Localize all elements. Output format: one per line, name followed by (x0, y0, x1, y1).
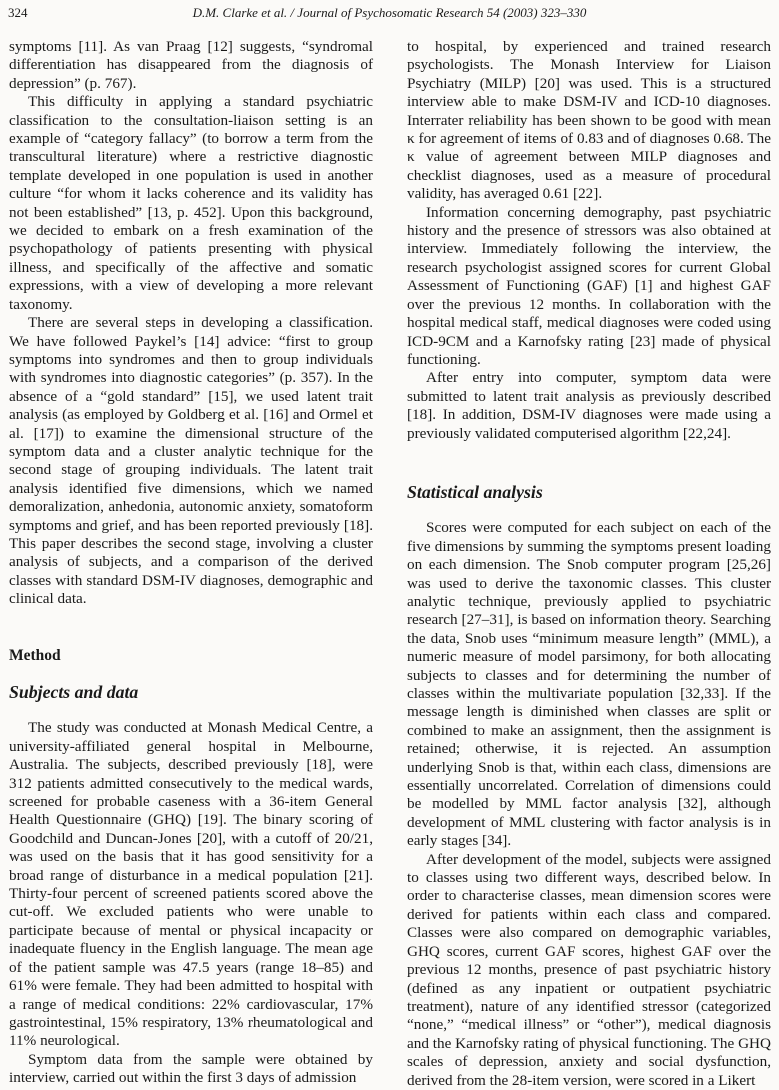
page-number: 324 (8, 5, 28, 20)
paragraph-category-fallacy: This difficulty in applying a standard psychiatric classification to the consultation-liaison setting is an example of “category fallacy” (to borrow a term from the transcultural literature) where a restrictive diagnostic template developed in one population is used in another culture “for whom it lacks coherence and its validity has not been established” [13, p. 452]. Upon this background, we decided to embark on a fresh examination of the psychopathology of patients presenting with physical illness, and specifically of the affective and somatic expressions, with a view of developing a more relevant taxonomy. (9, 93, 373, 313)
subsection-heading-statistical-analysis: Statistical analysis (407, 481, 543, 502)
paragraph-continued: to hospital, by experienced and trained research psychologists. The Monash Interview for Liaison Psychiatry (MILP) [20] was used. This is a structured interview able to make DSM-IV and ICD-10 diagnoses. Interrater reliability has been shown to be good with mean κ for agreement of items of 0.83 and of diagnoses 0.68. The κ value of agreement between MILP diagnoses and checklist diagnoses, used as a measure of procedural validity, has averaged 0.61 [22]. (407, 38, 771, 203)
paragraph-symptom-data: Symptom data from the sample were obtained by interview, carried out within the first 3 days of admission (9, 1050, 373, 1087)
left-column (9, 38, 373, 1088)
paragraph-latent-trait: After entry into computer, symptom data were submitted to latent trait analysis as previously described [18]. In addition, DSM-IV diagnoses were made using a previously validated computerised algorithm [22,24]. (407, 369, 771, 442)
journal-reference: D.M. Clarke et al. / Journal of Psychosomatic Research 54 (2003) 323–330 (192, 5, 587, 20)
right-column (407, 38, 771, 1090)
paragraph-continued: symptoms [11]. As van Praag [12] suggests, “syndromal differentiation has disappeared from the diagnosis of depression” (p. 767). (9, 38, 373, 92)
paragraph-classification-steps: There are several steps in developing a classification. We have followed Paykel’s [14] advice: “first to group symptoms into syndromes and then to group individuals with syndromes into diagnostic categories” (p. 357). In the absence of a “gold standard” [15], we used latent trait analysis (as employed by Goldberg et al. [16] and Ormel et al. [17]) to examine the dimensional structure of the symptom data and a cluster analytic technique for the second stage of grouping individuals. The latent trait analysis identified five dimensions, which we named demoralization, anhedonia, autonomic anxiety, somatoform symptoms and grief, and has been reported previously [18]. This paper describes the second stage, involving a cluster analysis of subjects, and a comparison of the derived classes with standard DSM-IV diagnoses, demographic and clinical data. (9, 314, 373, 608)
paragraph-snob-method: Scores were computed for each subject on each of the five dimensions by summing the symptoms present loading on each dimension. The Snob computer program [25,26] was used to derive the taxonomic classes. This cluster analytic technique, previously applied to psychiatric research [27–31], is based on information theory. Searching the data, Snob uses “minimum measure length” (MML), a numeric measure of model parsimony, for both allocating subjects to classes and for determining the number of classes within the multivariate population [32,33]. If the message length is diminished when classes are split or combined to make an assignment, then the assignment is retained; otherwise, it is rejected. An assumption underlying Snob is that, within each class, dimensions are essentially uncorrelated. Correlation of dimensions could be modelled by MML factor analysis [32], although development of MML clustering with factor analysis is in early stages [34]. (407, 519, 771, 850)
paragraph-class-assignment: After development of the model, subjects were assigned to classes using two different ways, described below. In order to characterise classes, mean dimension scores were derived for patients within each class and compared. Classes were also compared on demographic variables, GHQ scores, current GAF scores, highest GAF over the previous 12 months, presence of past psychiatric history (defined as any inpatient or outpatient psychiatric treatment), nature of any identified stressor (categorized “none,” “medical illness” or “other”), medical diagnosis and the Karnofsky rating of physical functioning. The GHQ scales of depression, anxiety and social dysfunction, derived from the 28-item version, were scored in a Likert (407, 850, 771, 1089)
paragraph-study-description: The study was conducted at Monash Medical Centre, a university-affiliated general hospital in Melbourne, Australia. The subjects, described previously [18], were 312 patients admitted consecutively to the medical wards, screened for probable caseness with a 36-item General Health Questionnaire (GHQ) [19]. The binary scoring of Goodchild and Duncan-Jones [20], with a cutoff of 20/21, was used on the basis that it has good sensitivity for a broad range of disturbance in a medical population [21]. Thirty-four percent of screened patients scored above the cut-off. We excluded patients who were unable to participate because of mental or physical incapacity or inadequate fluency in the English language. The mean age of the patient sample was 47.5 years (range 18–85) and 61% were female. They had been admitted to hospital with a range of medical conditions: 22% cardiovascular, 17% gastrointestinal, 15% respiratory, 13% rheumatological and 11% neurological. (9, 719, 373, 1050)
paragraph-demography: Information concerning demography, past psychiatric history and the presence of stressors was also obtained at interview. Immediately following the interview, the research psychologist assigned scores for current Global Assessment of Functioning (GAF) [1] and highest GAF over the previous 12 months. In collaboration with the hospital medical staff, medical diagnoses were coded using ICD-9CM and a Karnofsky rating [23] made of physical functioning. (407, 203, 771, 368)
subsection-heading-subjects: Subjects and data (9, 682, 139, 702)
section-heading-method: Method (9, 646, 61, 664)
spacer (407, 443, 771, 483)
running-head (8, 5, 771, 21)
